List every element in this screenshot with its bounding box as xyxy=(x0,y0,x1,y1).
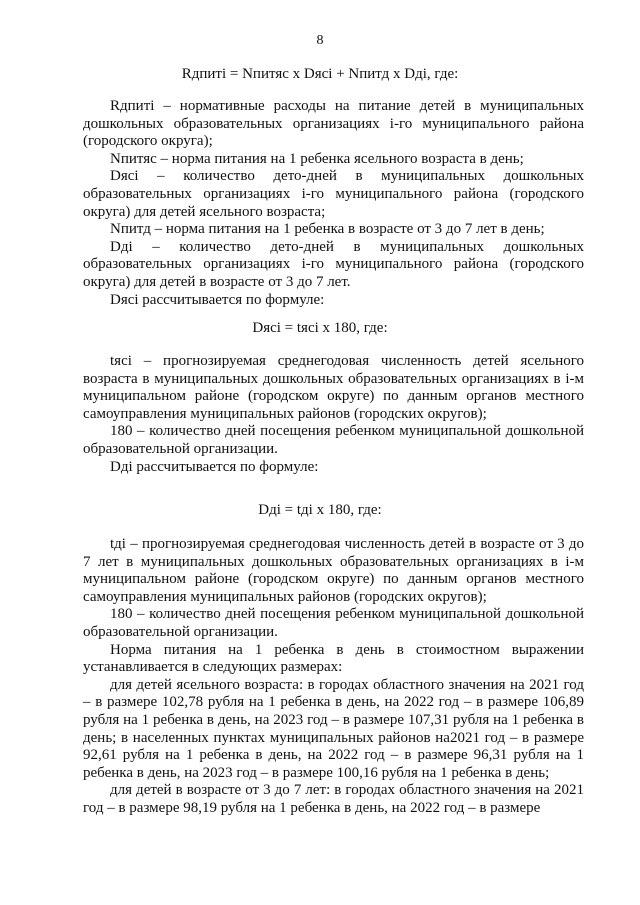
paragraph: Rдпиті – нормативные расходы на питание детей в муниципальных дошкольных образовательных организациях і-го муниципального района (городского округа); xyxy=(83,98,584,150)
paragraph: tясі – прогнозируемая среднегодовая численность детей ясельного возраста в муниципальных дошкольных образовательных организациях в і-м муниципальном районе (городском округе) по данным органов местного самоуправления муниципальных районов (городских округов); xyxy=(83,353,584,422)
paragraph: 180 – количество дней посещения ребенком муниципальной дошкольной образовательной организации. xyxy=(83,423,584,457)
paragraph: Dясі рассчитывается по формуле: xyxy=(110,291,325,308)
paragraph: Dді рассчитывается по формуле: xyxy=(110,458,319,475)
formula-dyas: Dясі = tясі x 180, где: xyxy=(252,320,388,336)
paragraph: 180 – количество дней посещения ребенком муниципальной дошкольной образовательной организации. xyxy=(83,606,584,640)
paragraph: для детей в возрасте от 3 до 7 лет: в городах областного значения на 2021 год – в размере 98,19 рубля на 1 ребенка в день, на 2022 год – в размере xyxy=(83,782,584,816)
paragraph: Nпитяс – норма питания на 1 ребенка ясельного возраста в день; xyxy=(110,150,524,167)
formula-dd: Dді = tді x 180, где: xyxy=(258,502,382,518)
paragraph: для детей ясельного возраста: в городах областного значения на 2021 год – в размере 102,78 рубля на 1 ребенка в день, на 2022 год – в размере 106,89 рубля на 1 ребенка в день, на 2023 год – в размере 107,31 рубля на 1 ребенка в день; в населенных пунктах муниципальных районов на2021 год – в размере 92,61 рубля на 1 ребенка в день, на 2022 год – в размере 96,31 рубля на 1 ребенка в день, на 2023 год – в размере 100,16 рубля на 1 ребенка в день; xyxy=(83,676,584,781)
paragraph: Dді – количество дето-дней в муниципальных дошкольных образовательных организациях і-го муниципального района (городского округа) для детей в возрасте от 3 до 7 лет. xyxy=(83,238,584,290)
paragraph: Nпитд – норма питания на 1 ребенка в возрасте от 3 до 7 лет в день; xyxy=(110,221,545,238)
text-block-definitions xyxy=(83,98,584,309)
paragraph: tді – прогнозируемая среднегодовая численность детей в возрасте от 3 до 7 лет в муниципальных дошкольных образовательных организациях в і-м муниципальном районе (городском округе) по данным органов местного самоуправления муниципальных районов (городских округов); xyxy=(83,536,584,605)
page-number: 8 xyxy=(316,33,324,48)
formula-rdpit: Rдпиті = Nпитяс x Dясі + Nпитд x Dді, где: xyxy=(181,66,459,82)
paragraph: Норма питания на 1 ребенка в день в стоимостном выражении устанавливается в следующих размерах: xyxy=(83,641,584,676)
paragraph: Dясі – количество дето-дней в муниципальных дошкольных образовательных организациях і-го муниципального района (городского округа) для детей ясельного возраста; xyxy=(83,168,584,220)
text-block-dd xyxy=(83,536,584,818)
text-block-dyas xyxy=(83,353,584,476)
